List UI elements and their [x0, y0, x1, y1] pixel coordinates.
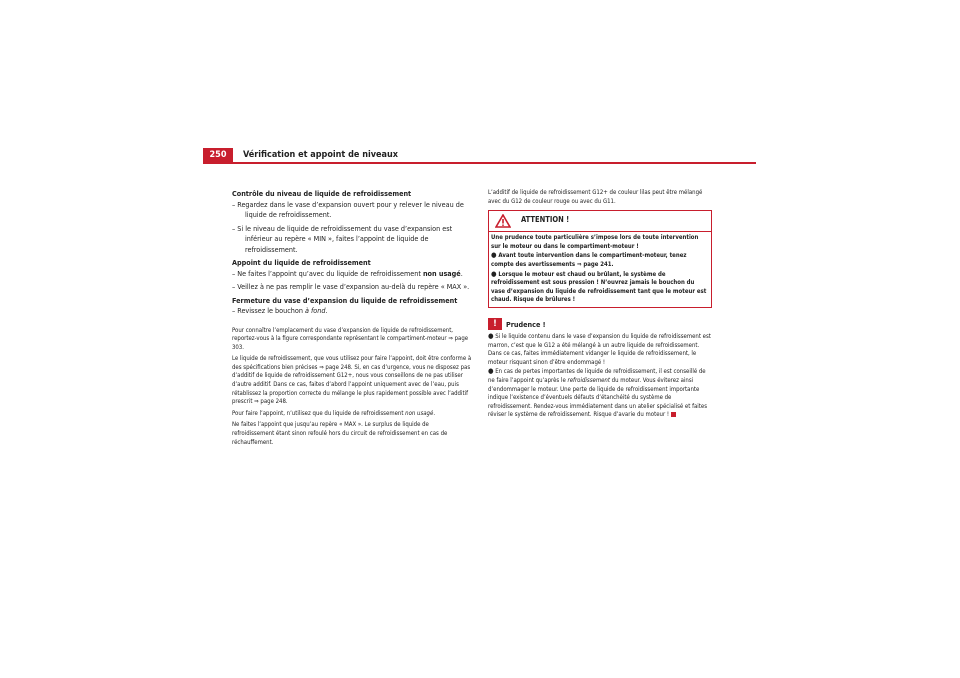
bullet-icon: ● — [488, 367, 494, 376]
step-text: . — [325, 306, 328, 315]
attention-body — [489, 232, 711, 307]
attention-title: ATTENTION ! — [521, 215, 570, 225]
attention-item — [491, 251, 709, 269]
left-column — [232, 189, 472, 450]
caution-text: En cas de pertes importantes de liquide de refroidissement, il est conseillé de ne faire l’appoint qu’après le — [488, 368, 706, 384]
step-text: – Ne faites l’appoint qu’avec du liquide de refroidissement — [232, 268, 423, 278]
note-italic: non usagé — [405, 409, 434, 417]
note-specification: Le liquide de refroidissement, que vous utilisez pour faire l’appoint, doit être conforme à des spécifications bien précises ⇒ page 248. Si, en cas d’urgence, vous ne disposez pas d’additif de liquide de refroidissement G12+, nous vous conseillons de ne pas utiliser d’autre additif. Dans ce cas, faites d’abord l’appoint uniquement avec de l’eau, puis rétablissez la proportion correcte du mélange le plus rapidement possible avec l’additif prescrit ⇒ page 248. — [232, 355, 472, 406]
attention-item: Une prudence toute particulière s’impose lors de toute intervention sur le moteur ou dans le compartiment-moteur ! — [491, 234, 699, 250]
heading-check-level: Contrôle du niveau de liquide de refroidissement — [232, 189, 412, 198]
note-location: Pour connaître l’emplacement du vase d’expansion de liquide de refroidissement, reportez-vous à la figure correspondante représentant le compartiment-moteur ⇒ page 303. — [232, 326, 469, 351]
caution-text: du moteur. Vous éviterez ainsi d’endommager le moteur. Une perte de liquide de refroidissement importante indique l’existence d’éventuels défauts d’étanchéité du système de refroidissement. Rendez-vous immédiatement dans un atelier spécialisé et faites réviser le système de refroidissement. Risque d’avarie du moteur ! — [488, 376, 708, 419]
step-max-mark: – Veillez à ne pas remplir le vase d’expansion au-delà du repère « MAX ». — [232, 282, 470, 291]
warning-triangle-icon — [495, 214, 511, 228]
page-title: Vérification et appoint de niveaux — [243, 150, 398, 160]
attention-text: Avant toute intervention dans le compartiment-moteur, tenez compte des avertissements ⇒ page 241. — [491, 252, 687, 268]
caution-header — [488, 318, 712, 332]
end-of-section-icon — [671, 412, 676, 417]
page-number: 250 — [203, 148, 233, 162]
bullet-icon: ● — [491, 269, 497, 278]
step-screw-cap — [232, 306, 472, 317]
bullet-icon: ● — [488, 331, 494, 340]
step-look-level: – Regardez dans le vase d’expansion ouvert pour y relever le niveau de liquide de refroidissement. — [232, 199, 464, 219]
note-text: Pour faire l’appoint, n’utilisez que du liquide de refroidissement — [232, 409, 406, 417]
step-text: – Revissez le bouchon — [232, 306, 305, 315]
caution-title: Prudence ! — [506, 319, 546, 329]
note-new-fluid — [232, 410, 472, 419]
exclamation-icon: ! — [488, 318, 502, 330]
attention-box — [488, 210, 712, 308]
caution-item — [488, 332, 712, 367]
note-max: Ne faites l’appoint que jusqu’au repère « MAX ». Le surplus de liquide de refroidissement étant sinon refoulé hors du circuit de refroidissement en cas de réchauffement. — [232, 421, 448, 446]
step-text: . — [460, 268, 463, 278]
heading-close-reservoir: Fermeture du vase d’expansion du liquide de refroidissement — [232, 295, 458, 305]
step-italic: à fond — [304, 306, 326, 315]
note-text: . — [433, 409, 436, 417]
caution-section — [488, 318, 712, 420]
caution-italic: refroidissement — [567, 376, 610, 384]
step-bold: non usagé — [422, 268, 461, 278]
attention-header — [489, 211, 711, 232]
right-column — [488, 189, 712, 420]
bullet-icon: ● — [491, 251, 497, 260]
attention-text: Lorsque le moteur est chaud ou brûlant, le système de refroidissement est sous pression ! N’ouvrez jamais le bouchon du vase d’expansion du liquide de refroidissement tant que le moteur est chaud. Risque de brûlures ! — [491, 270, 707, 304]
intro-additive: L’additif de liquide de refroidissement G12+ de couleur lilas peut être mélangé avec du G12 de couleur rouge ou avec du G11. — [488, 189, 703, 205]
caution-text: Si le liquide contenu dans le vase d’expansion du liquide de refroidissement est marron, c’est que le G12 a été mélangé à un autre liquide de refroidissement. Dans ce cas, faites immédiatement vidanger le liquide de refroidissement, le moteur risquant sinon d’être endommagé ! — [488, 332, 711, 366]
caution-item — [488, 367, 712, 420]
header-rule — [203, 162, 756, 164]
attention-item — [491, 270, 709, 305]
heading-top-up: Appoint du liquide de refroidissement — [232, 258, 371, 267]
step-only-new-fluid — [232, 269, 472, 280]
step-top-up-if-low: – Si le niveau de liquide de refroidissement du vase d’expansion est inférieur au repère « MIN », faites l’appoint de liquide de refroidissement. — [232, 223, 453, 254]
